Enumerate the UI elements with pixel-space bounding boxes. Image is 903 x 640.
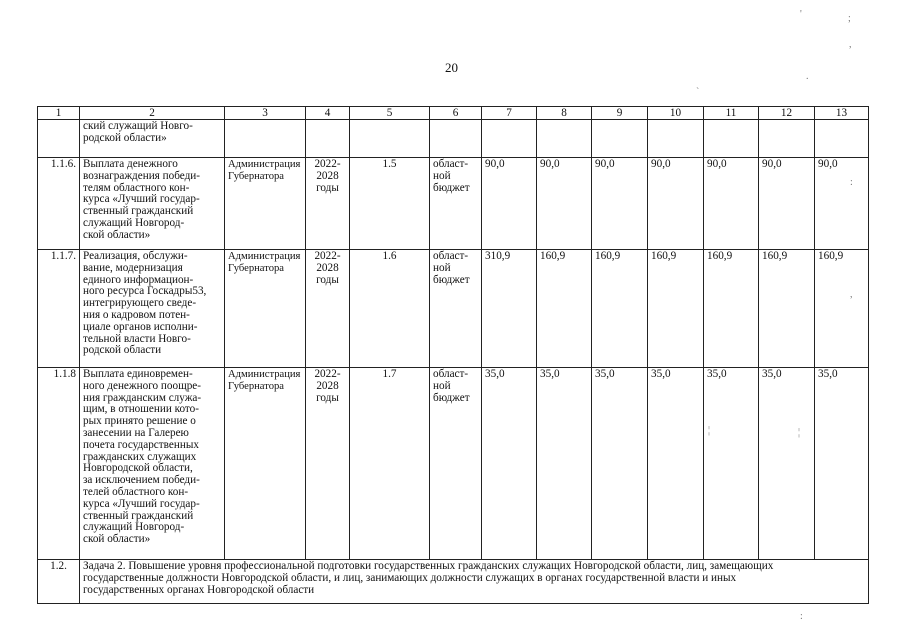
executor-cell [225, 120, 306, 158]
column-number: 12 [759, 107, 815, 120]
value-cell: 160,9 [815, 250, 869, 368]
column-number: 10 [648, 107, 704, 120]
executor-cell: Администрация Губернатора [225, 158, 306, 250]
task-text-cell: Задача 2. Повышение уровня профессиональной подготовки государственных гражданских служащих Новгородской области, лиц, замещающих государственные должности Новгородской области, и лиц, занимающих должности служащих в органах государственной власти и иных государственных органах Новгородской области [80, 560, 869, 604]
value-cell: 160,9 [704, 250, 759, 368]
scan-speck: : [800, 611, 803, 622]
column-number: 4 [306, 107, 350, 120]
value-cell: 160,9 [537, 250, 592, 368]
column-number: 9 [592, 107, 648, 120]
table-row [38, 368, 869, 560]
value-cell [482, 120, 537, 158]
column-number: 2 [80, 107, 225, 120]
budget-cell: област- ной бюджет [430, 368, 482, 560]
column-number: 11 [704, 107, 759, 120]
value-cell [537, 120, 592, 158]
value-cell: 35,0 [648, 368, 704, 560]
scan-speck: ¦ [798, 427, 801, 438]
value-cell [704, 120, 759, 158]
value-cell: 90,0 [759, 158, 815, 250]
years-cell: 2022- 2028 годы [306, 158, 350, 250]
row-number-cell: 1.1.8 [38, 368, 80, 560]
column-number: 13 [815, 107, 869, 120]
value-cell: 90,0 [592, 158, 648, 250]
page-number: 20 [445, 60, 458, 75]
value-cell: 90,0 [482, 158, 537, 250]
value-cell: 35,0 [482, 368, 537, 560]
budget-cell: област- ной бюджет [430, 158, 482, 250]
row-number-cell: 1.2. [38, 560, 80, 604]
scan-speck: ; [848, 13, 851, 24]
task-row [38, 560, 869, 604]
value-cell: 90,0 [704, 158, 759, 250]
value-cell [592, 120, 648, 158]
table-row [38, 158, 869, 250]
value-cell [759, 120, 815, 158]
budget-cell [430, 120, 482, 158]
value-cell: 160,9 [759, 250, 815, 368]
years-cell: 2022- 2028 годы [306, 250, 350, 368]
value-cell: 35,0 [815, 368, 869, 560]
column-number: 1 [38, 107, 80, 120]
column-number-header-row [38, 107, 869, 120]
column-number: 6 [430, 107, 482, 120]
scan-speck: ` [696, 87, 700, 98]
column-number: 3 [225, 107, 306, 120]
value-cell: 90,0 [815, 158, 869, 250]
program-text-cell: Выплата единовремен- ного денежного поощре- ния гражданским служа- щим, в отношении кото- рых принято решение о занесении на Галерею почета государственных гражданских служащих Новгородской области, за исключением победи- телей областного кон- курса «Лучший государ- ственный гражданский служащий Новгород- ской области» [80, 368, 225, 560]
years-cell: 2022- 2028 годы [306, 368, 350, 560]
target-cell [350, 120, 430, 158]
scan-speck: ¦ [708, 425, 711, 436]
years-cell [306, 120, 350, 158]
value-cell: 35,0 [704, 368, 759, 560]
value-cell: 160,9 [648, 250, 704, 368]
value-cell: 160,9 [592, 250, 648, 368]
scan-speck: . [806, 71, 809, 82]
target-cell: 1.7 [350, 368, 430, 560]
column-number: 7 [482, 107, 537, 120]
row-number-cell: 1.1.7. [38, 250, 80, 368]
value-cell: 90,0 [648, 158, 704, 250]
column-number: 5 [350, 107, 430, 120]
value-cell [648, 120, 704, 158]
program-text-cell: Реализация, обслужи- вание, модернизация единого информацион- ного ресурса Госкадры53, интегрирующего сведе- ния о кадровом потен- циале органов исполни- тельной власти Новго- родской области [80, 250, 225, 368]
continuation-row [38, 120, 869, 158]
value-cell: 35,0 [759, 368, 815, 560]
column-number: 8 [537, 107, 592, 120]
row-number-cell: 1.1.6. [38, 158, 80, 250]
executor-cell: Администрация Губернатора [225, 368, 306, 560]
value-cell: 310,9 [482, 250, 537, 368]
value-cell: 35,0 [537, 368, 592, 560]
scan-speck: , [850, 289, 853, 300]
table-row [38, 250, 869, 368]
budget-cell: област- ной бюджет [430, 250, 482, 368]
program-text-cell: Выплата денежного вознаграждения победи- телям областного кон- курса «Лучший государ- ственный гражданский служащий Новгород- ской области» [80, 158, 225, 250]
program-activities-table [37, 106, 869, 604]
scan-speck: : [850, 177, 853, 188]
program-text-cell: ский служащий Новго- родской области» [80, 120, 225, 158]
target-cell: 1.6 [350, 250, 430, 368]
value-cell [815, 120, 869, 158]
row-number-cell [38, 120, 80, 158]
scan-speck: ' [800, 9, 802, 20]
value-cell: 90,0 [537, 158, 592, 250]
scan-speck: , [849, 39, 852, 50]
value-cell: 35,0 [592, 368, 648, 560]
executor-cell: Администрация Губернатора [225, 250, 306, 368]
target-cell: 1.5 [350, 158, 430, 250]
